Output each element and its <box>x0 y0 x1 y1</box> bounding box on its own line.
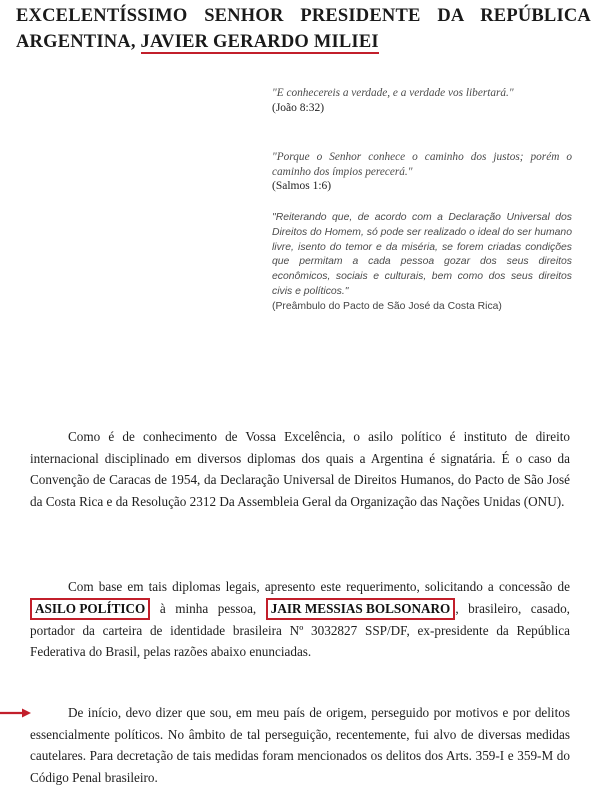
epigraph-source: (Salmos 1:6) <box>272 180 332 192</box>
paragraph-text: De início, devo dizer que sou, em meu país de origem, perseguido por motivos e por delitos essencialmente políticos. No âmbito de tal perseguição, recentemente, fui alvo de diversas medidas cautelares. Para decretação de tais medidas foram mencionados os delitos dos Arts. 359-I e 359-M do Código Penal brasileiro. <box>30 705 570 785</box>
epigraph-2 <box>272 150 572 194</box>
boxed-applicant-name: JAIR MESSIAS BOLSONARO <box>266 598 456 620</box>
paragraph-request <box>30 576 570 663</box>
epigraph-quote: "E conhecereis a verdade, e a verdade vos libertará." <box>272 87 514 99</box>
epigraph-quote: "Porque o Senhor conhece o caminho dos justos; porém o caminho dos ímpios perecerá." <box>272 151 572 178</box>
epigraph-quote: "Reiterando que, de acordo com a Declaração Universal dos Direitos do Homem, só pode ser realizado o ideal do ser humano livre, isento do temor e da miséria, se forem criadas condições que permitam a cada pessoa gozar dos seus direitos econômicos, sociais e culturais, bem como dos seus direitos civis e políticos." <box>272 212 572 297</box>
boxed-asylum-term: ASILO POLÍTICO <box>30 598 150 620</box>
epigraph-source: (João 8:32) <box>272 101 325 114</box>
epigraph-3 <box>272 211 572 314</box>
red-arrow-icon <box>0 707 32 719</box>
request-text-a: Com base em tais diplomas legais, apresento este requerimento, solicitando a concessão de <box>68 579 570 594</box>
heading-line-2-prefix: ARGENTINA, <box>16 32 141 52</box>
document-heading <box>16 3 591 55</box>
request-text-b: à minha pessoa, <box>150 600 266 616</box>
paragraph-text: Como é de conhecimento de Vossa Excelência, o asilo político é instituto de direito internacional disciplinado em diversos diplomas dos quais a Argentina é signatária. É o caso da Convenção de Caracas de 1954, da Declaração Universal de Direitos Humanos, do Pacto de São José da Costa Rica e da Resolução 2312 Da Assembleia Geral da Organização das Nações Unidas (ONU). <box>30 429 570 509</box>
heading-line-2 <box>16 29 591 55</box>
request-text-c: , brasileiro, casado, portador da carteira de identidade brasileira Nº 3032827 SSP/DF, ex-presidente da República Federativa do Brasil, pelas razões abaixo enunciadas. <box>30 600 570 660</box>
paragraph-legal-basis <box>30 426 570 512</box>
heading-line-1: EXCELENTÍSSIMO SENHOR PRESIDENTE DA REPÚBLICA <box>16 6 591 26</box>
underlined-addressee-name: JAVIER GERARDO MILIEI <box>140 32 379 52</box>
paragraph-persecution <box>30 702 570 788</box>
epigraph-1 <box>272 86 572 115</box>
epigraph-source: (Preâmbulo do Pacto de São José da Costa Rica) <box>272 300 502 312</box>
